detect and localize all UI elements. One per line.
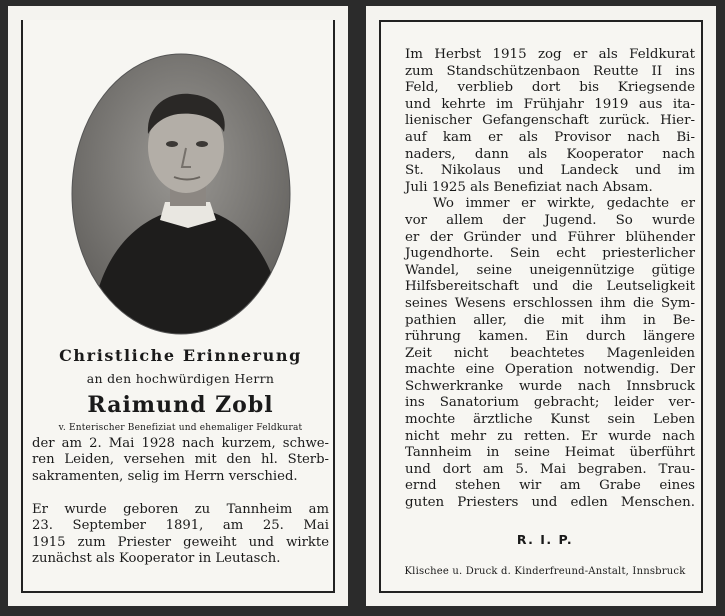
text-line: seines Wesens erschlossen ihm die Sym-: [405, 295, 695, 311]
text-line: Juli 1925 als Benefiziat nach Absam.: [405, 179, 653, 195]
text-line: St. Nikolaus und Landeck und im: [405, 163, 695, 179]
text-line: naders, dann als Kooperator nach: [405, 146, 695, 162]
text-line: Hilfsbereitschaft und die Leutseligkeit: [405, 279, 695, 295]
text-line: und dort am 5. Mai begraben. Trau-: [405, 461, 695, 477]
text-line: Im Herbst 1915 zog er als Feldkurat: [405, 47, 695, 62]
printer-imprint: Klischee u. Druck d. Kinderfreund-Anstalt, Innsbruck: [404, 566, 686, 577]
text-line: lienischer Gefangenschaft zurück. Hier-: [405, 113, 695, 129]
rip-line: R. I. P.: [516, 532, 574, 547]
text-line: Tannheim in seine Heimat überführt: [405, 445, 695, 461]
heading: Christliche Erinnerung: [59, 346, 302, 365]
birth-paragraph: [32, 502, 329, 568]
text-line: Wo immer er wirkte, gedachte er: [433, 196, 695, 212]
deceased-name: Raimund Zobl: [87, 392, 274, 418]
text-line: guten Priesters und edlen Menschen.: [405, 495, 695, 511]
text-line: Er wurde geboren zu Tannheim am: [32, 502, 329, 517]
text-line: vor allem der Jugend. So wurde: [405, 212, 695, 228]
text-line: ren Leiden, versehen mit den hl. Sterb-: [32, 452, 329, 468]
text-line: nicht mehr zu retten. Er wurde nach: [405, 428, 695, 444]
text-line: zunächst als Kooperator in Leutasch.: [32, 551, 281, 567]
text-line: Schwerkranke wurde nach Innsbruck: [405, 378, 695, 394]
text-line: ins Sanatorium gebracht; leider ver-: [405, 395, 695, 411]
text-line: und kehrte im Frühjahr 1919 aus ita-: [405, 96, 695, 112]
text-line: ernd stehen wir am Grabe eines: [405, 478, 695, 494]
text-line: mochte ärztliche Kunst sein Leben: [405, 412, 695, 428]
title-line: v. Enterischer Benefiziat und ehemaliger Feldkurat: [58, 423, 303, 433]
text-line: machte eine Operation notwendig. Der: [405, 362, 695, 378]
text-line: der am 2. Mai 1928 nach kurzem, schwe-: [32, 436, 329, 451]
text-line: er der Gründer und Führer blühender: [405, 229, 695, 245]
text-line: Feld, verblieb dort bis Kriegsende: [405, 80, 695, 96]
text-line: zum Standschützenbaon Reutte II ins: [405, 63, 695, 79]
intro-line: an den hochwürdigen Herrn: [86, 371, 275, 386]
biography-paragraph: [405, 47, 695, 512]
portrait-photo: [70, 52, 292, 336]
text-line: 1915 zum Priester geweiht und wirkte: [32, 534, 329, 550]
text-line: Wandel, seine uneigennützige gütige: [405, 262, 695, 278]
text-line: Zeit nicht beachtetes Magenleiden: [405, 345, 695, 361]
text-line: 23. September 1891, am 25. Mai: [32, 518, 329, 534]
text-line: auf kam er als Provisor nach Bi-: [405, 129, 695, 145]
death-paragraph: [32, 436, 329, 485]
text-line: rührung kamen. Ein durch längere: [405, 329, 695, 345]
text-line: pathien aller, die mit ihm in Be-: [405, 312, 695, 328]
text-line: Jugendhorte. Sein echt priesterlicher: [405, 246, 695, 262]
text-line: sakramenten, selig im Herrn verschied.: [32, 468, 298, 484]
